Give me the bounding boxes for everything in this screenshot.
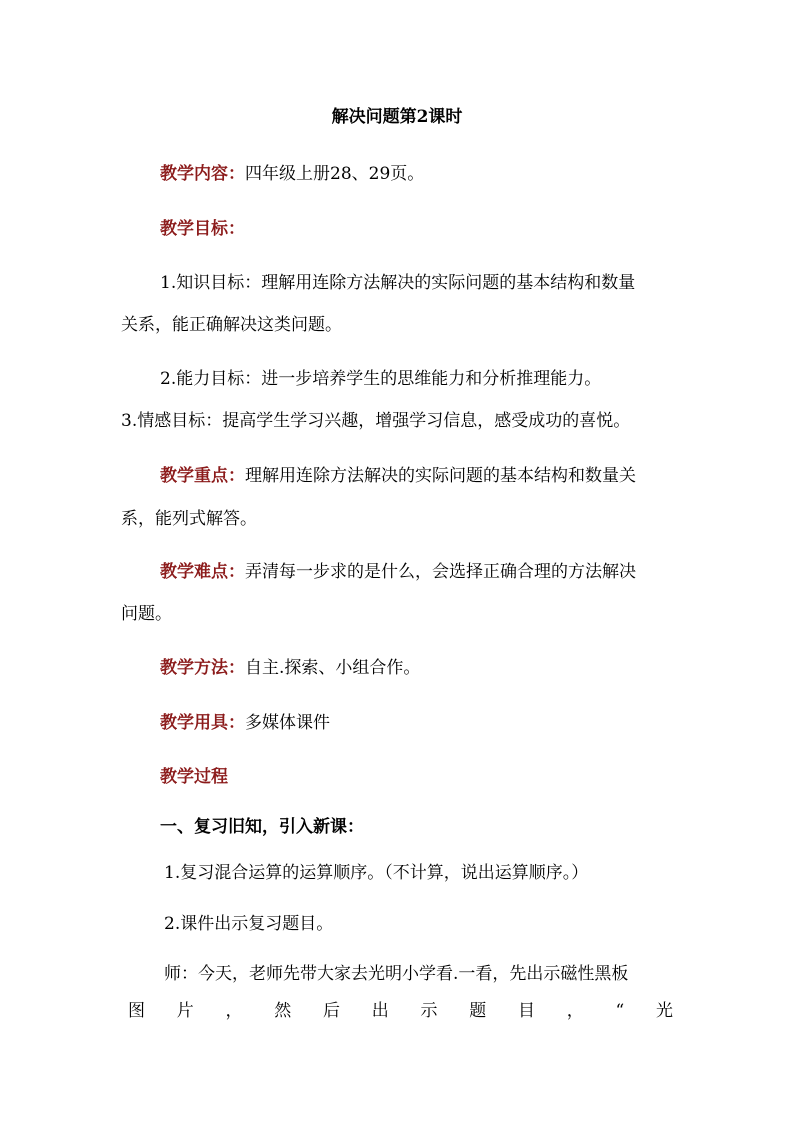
process-heading	[160, 766, 228, 788]
difficulties-text: 弄清每一步求的是什么，会选择正确合理的方法解决	[245, 562, 636, 582]
content-paragraph	[160, 163, 424, 185]
difficulties-label: 教学难点：	[160, 562, 245, 582]
document-title: 解决问题第2课时	[331, 107, 463, 127]
methods-paragraph	[160, 657, 420, 679]
tools-text: 多媒体课件	[245, 713, 330, 733]
difficulties-line-1	[160, 561, 636, 583]
goal-item-1-line-1: 1.知识目标：理解用连除方法解决的实际问题的基本结构和数量	[160, 273, 636, 293]
step-1: 1.复习混合运算的运算顺序。（不计算，说出运算顺序。）	[164, 863, 589, 883]
step-2: 2.课件出示复习题目。	[164, 914, 334, 934]
tools-paragraph	[160, 712, 330, 734]
content-text: 四年级上册28、29页。	[245, 164, 425, 184]
teacher-line-1: 师：今天，老师先带大家去光明小学看.一看，先出示磁性黑板	[164, 964, 629, 984]
content-label: 教学内容：	[160, 164, 245, 184]
methods-label: 教学方法：	[160, 658, 245, 678]
goals-heading	[160, 218, 245, 240]
goal-item-3: 3.情感目标：提高学生学习兴趣，增强学习信息，感受成功的喜悦。	[121, 411, 631, 431]
key-points-label: 教学重点：	[160, 466, 245, 486]
section-1-heading: 一、复习旧知，引入新课：	[160, 817, 364, 837]
key-points-line-1	[160, 465, 636, 487]
goal-item-2: 2.能力目标：进一步培养学生的思维能力和分析推理能力。	[160, 369, 602, 389]
goal-item-1-line-2: 关系，能正确解决这类问题。	[121, 315, 342, 335]
key-points-text: 理解用连除方法解决的实际问题的基本结构和数量关	[245, 466, 636, 486]
process-label: 教学过程	[160, 767, 228, 787]
tools-label: 教学用具：	[160, 713, 245, 733]
difficulties-line-2: 问题。	[121, 604, 172, 624]
key-points-line-2: 系，能列式解答。	[121, 509, 257, 529]
goals-label: 教学目标：	[160, 219, 245, 239]
teacher-line-2: 图片，然后出示题目，“光	[128, 1001, 673, 1021]
methods-text: 自主.探索、小组合作。	[245, 658, 421, 678]
